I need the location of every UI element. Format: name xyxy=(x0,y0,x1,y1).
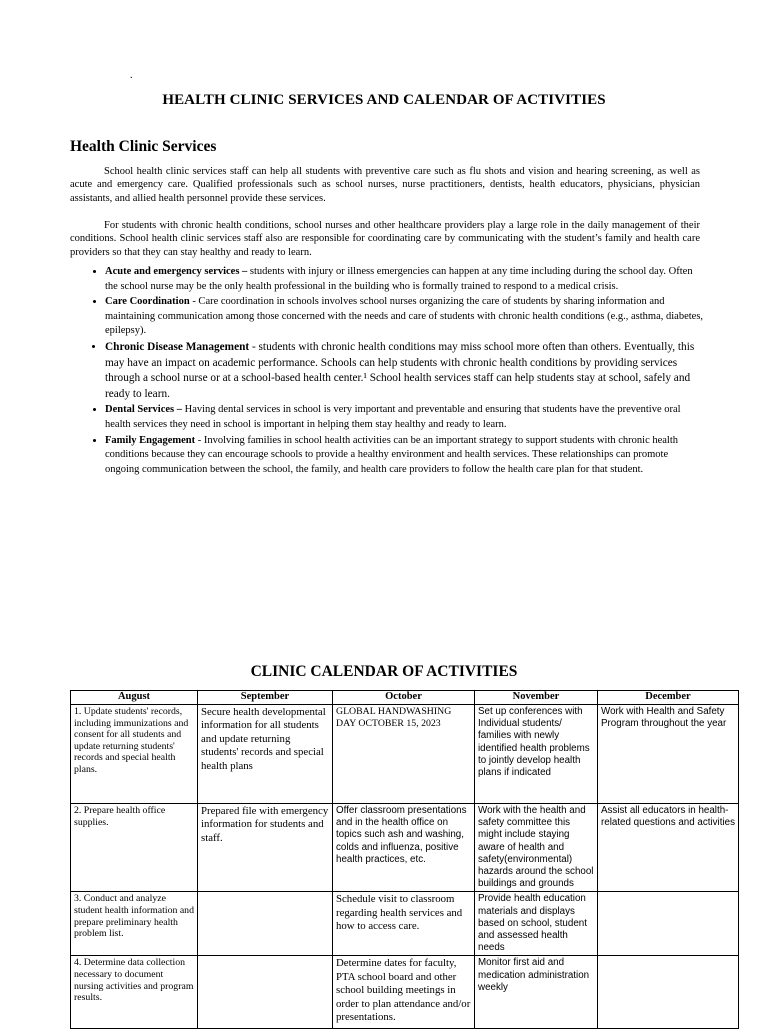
service-text: Having dental services in school is very important and preventable and ensuring that students have the preventive oral health services they need in school is important in helping them stay healthy and ready to learn. xyxy=(105,404,681,430)
table-cell: Work with Health and Safety Program throughout the year xyxy=(598,705,739,804)
table-cell: 3. Conduct and analyze student health information and prepare preliminary health problem list. xyxy=(71,892,198,956)
service-term: Family Engagement xyxy=(105,434,196,446)
table-cell: Prepared file with emergency information for students and staff. xyxy=(198,804,333,892)
chronic-paragraph: For students with chronic health conditions, school nurses and other healthcare providers play a large role in the daily management of their conditions. School health clinic services staff also are responsible for coordinating care by communicating with the student’s family and health care providers so that they can stay healthy and ready to learn. xyxy=(70,220,700,258)
list-item xyxy=(105,295,705,339)
column-header: November xyxy=(475,691,598,705)
table-cell: 4. Determine data collection necessary to document nursing activities and program results. xyxy=(71,956,198,1029)
stray-dot: . xyxy=(130,70,133,81)
table-cell: Work with the health and safety committee this might include staying aware of health and safety(environmental) hazards around the school buildings and grounds xyxy=(475,804,598,892)
table-cell: GLOBAL HANDWASHING DAY OCTOBER 15, 2023 xyxy=(333,705,475,804)
table-cell: Assist all educators in health-related questions and activities xyxy=(598,804,739,892)
service-text: students with injury or illness emergencies can happen at any time including during the school day. Often the school nurse may be the only health professional in the building who is formally trained to respond to a medical crisis. xyxy=(105,266,693,292)
table-cell: Secure health developmental information for all students and update returning students' records and special health plans xyxy=(198,705,333,804)
column-header: December xyxy=(598,691,739,705)
table-cell: Offer classroom presentations and in the health office on topics such ash and washing, colds and influenza, positive health practices, etc. xyxy=(333,804,475,892)
table-cell: Set up conferences with Individual students/ families with newly identified health problems to jointly develop health plans if indicated xyxy=(475,705,598,804)
column-header: September xyxy=(198,691,333,705)
table-cell: Determine dates for faculty, PTA school board and other school building meetings in order to plan attendance and/or presentations. xyxy=(333,956,475,1029)
service-text: - Care coordination in schools involves school nurses organizing the care of students by sharing information and maintaining communication among those concerned with the needs and care of students with chronic health conditions (e.g., asthma, diabetes, epilepsy). xyxy=(105,296,704,337)
intro-paragraph: School health clinic services staff can help all students with preventive care such as flu shots and vision and hearing screening, as well as acute and emergency care. Qualified professionals such as school nurses, nurse practitioners, dentists, health educators, physicians, physician assistants, and allied health personnel provide these services. xyxy=(70,166,700,204)
list-item xyxy=(105,340,705,402)
service-text: - students with chronic health conditions may miss school more often than others. Eventually, this may have an impact on academic performance. Schools can help students with chronic health conditions by providing services through a school nurse or at a school-based health center.¹ School health services staff can help students stay at school, safely and ready to learn. xyxy=(105,340,695,400)
calendar-table xyxy=(70,690,739,1029)
table-cell xyxy=(198,892,333,956)
table-cell: Provide health education materials and displays based on school, student and assessed health needs xyxy=(475,892,598,956)
table-cell xyxy=(598,956,739,1029)
table-cell: 2. Prepare health office supplies. xyxy=(71,804,198,892)
service-term: Care Coordination xyxy=(105,296,190,308)
table-row xyxy=(71,804,739,892)
table-row xyxy=(71,892,739,956)
service-term: Acute and emergency services – xyxy=(105,266,248,277)
page-title: HEALTH CLINIC SERVICES AND CALENDAR OF ACTIVITIES xyxy=(162,92,606,108)
service-text: - Involving families in school health activities can be an important strategy to support students with chronic health conditions because they can encourage schools to provide a healthy environment and health services. These relationships can promote ongoing communication between the school, the family, and health care providers to follow the health care plan for that student. xyxy=(105,434,679,475)
table-cell xyxy=(598,892,739,956)
list-item xyxy=(105,265,705,294)
list-item xyxy=(105,434,705,478)
table-cell xyxy=(198,956,333,1029)
table-row xyxy=(71,956,739,1029)
table-cell: Monitor first aid and medication administration weekly xyxy=(475,956,598,1029)
service-term: Chronic Disease Management xyxy=(105,340,250,353)
table-header-row xyxy=(71,691,739,705)
section-title-services: Health Clinic Services xyxy=(70,138,217,155)
table-row xyxy=(71,705,739,804)
column-header: August xyxy=(71,691,198,705)
services-list xyxy=(70,265,705,478)
table-cell: 1. Update students' records, including immunizations and consent for all students and update returning students' records and special health plans. xyxy=(71,705,198,804)
column-header: October xyxy=(333,691,475,705)
table-cell: Schedule visit to classroom regarding health services and how to access care. xyxy=(333,892,475,956)
service-term: Dental Services – xyxy=(105,404,182,416)
calendar-title: CLINIC CALENDAR OF ACTIVITIES xyxy=(250,663,518,680)
list-item xyxy=(105,403,705,432)
